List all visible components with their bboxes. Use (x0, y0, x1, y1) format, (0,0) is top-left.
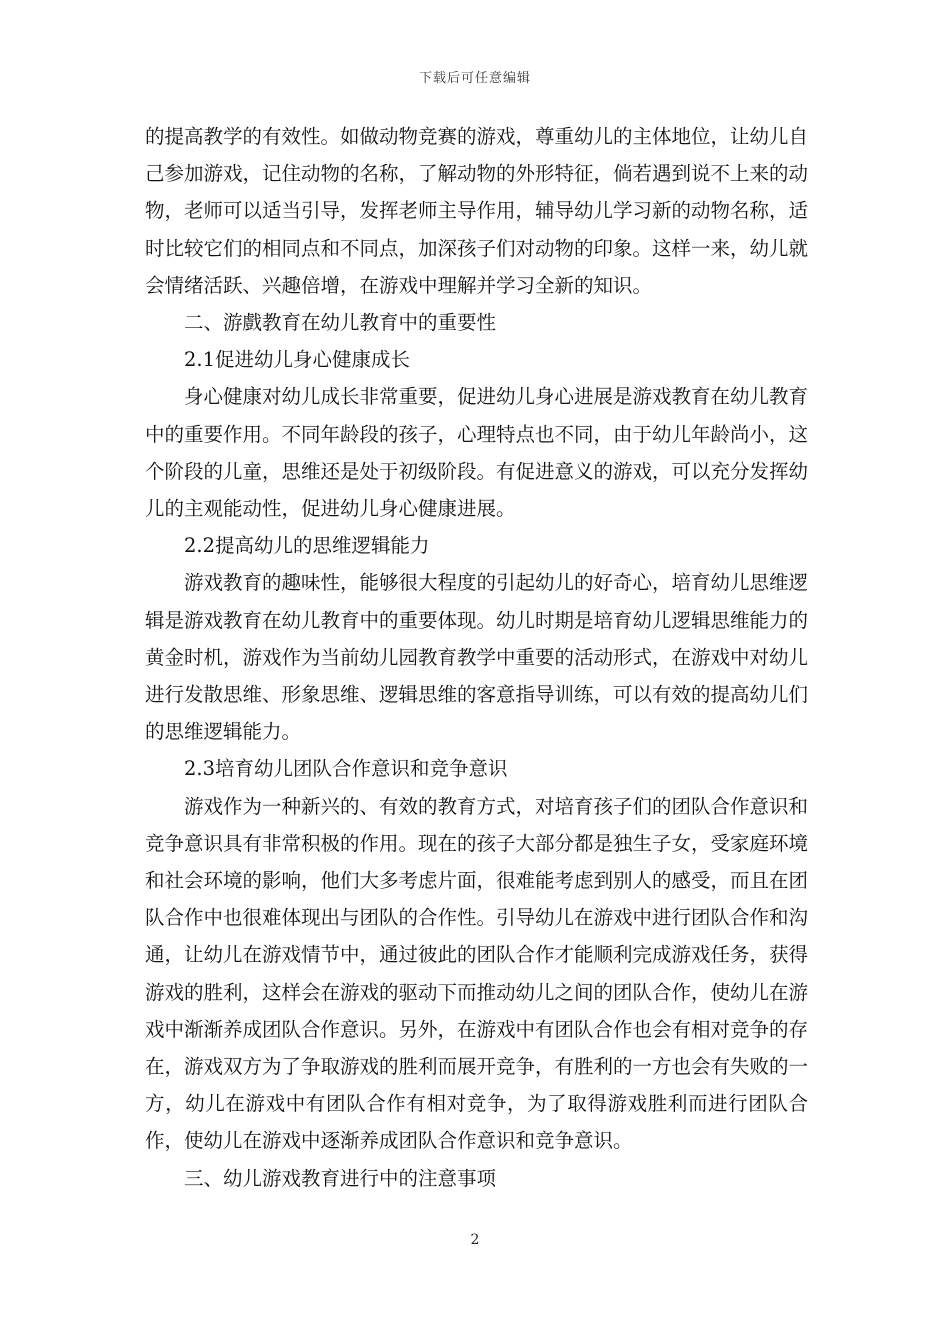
paragraph: 游戏作为一种新兴的、有效的教育方式，对培育孩子们的团队合作意识和竞争意识具有非常积极的作用。现在的孩子大部分都是独生子女，受家庭环境和社会环境的影响，他们大多考虑片面，很难能考虑到别人的感受，而且在团队合作中也很难体现出与团队的合作性。引导幼儿在游戏中进行团队合作和沟通，让幼儿在游戏情节中，通过彼此的团队合作才能顺利完成游戏任务，获得游戏的胜利，这样会在游戏的驱动下而推动幼儿之间的团队合作，使幼儿在游戏中渐渐养成团队合作意识。另外，在游戏中有团队合作也会有相对竞争的存在，游戏双方为了争取游戏的胜利而展开竞争，有胜利的一方也会有失败的一方，幼儿在游戏中有团队合作有相对竞争，为了取得游戏胜利而进行团队合作，使幼儿在游戏中逐渐养成团队合作意识和竞争意识。 (145, 794, 809, 1153)
page-header: 下载后可任意编辑 (418, 71, 531, 86)
subsection-heading-2-3: 2.3培育幼儿团队合作意识和竞争意识 (184, 757, 508, 781)
paragraph-continued: 的提高教学的有效性。如做动物竞赛的游戏，尊重幼儿的主体地位，让幼儿自己参加游戏，记住动物的名称，了解动物的外形特征，倘若遇到说不上来的动物，老师可以适当引导，发挥老师主导作用，辅导幼儿学习新的动物名称，适时比较它们的相同点和不同点，加深孩子们对动物的印象。这样一来，幼儿就会情绪活跃、兴趣倍增，在游戏中理解并学习全新的知识。 (145, 125, 809, 297)
section-heading-3: 三、幼儿游戏教育进行中的注意事项 (184, 1166, 497, 1190)
subsection-heading-2-1: 2.1促进幼儿身心健康成长 (184, 348, 411, 372)
document-body (145, 118, 808, 1197)
subsection-heading-2-2: 2.2提高幼儿的思维逻辑能力 (184, 534, 430, 558)
paragraph: 游戏教育的趣味性，能够很大程度的引起幼儿的好奇心，培育幼儿思维逻辑是游戏教育在幼儿教育中的重要体现。幼儿时期是培育幼儿逻辑思维能力的黄金时机，游戏作为当前幼儿园教育教学中重要的活动形式，在游戏中对幼儿进行发散思维、形象思维、逻辑思维的客意指导训练，可以有效的提高幼儿们的思维逻辑能力。 (145, 571, 809, 744)
paragraph: 身心健康对幼儿成长非常重要，促进幼儿身心进展是游戏教育在幼儿教育中的重要作用。不同年龄段的孩子，心理特点也不同，由于幼儿年龄尚小，这个阶段的儿童，思维还是处于初级阶段。有促进意义的游戏，可以充分发挥幼儿的主观能动性，促进幼儿身心健康进展。 (145, 385, 809, 521)
page-number: 2 (470, 1232, 480, 1248)
section-heading-2: 二、游戲教育在幼儿教育中的重要性 (184, 311, 497, 335)
